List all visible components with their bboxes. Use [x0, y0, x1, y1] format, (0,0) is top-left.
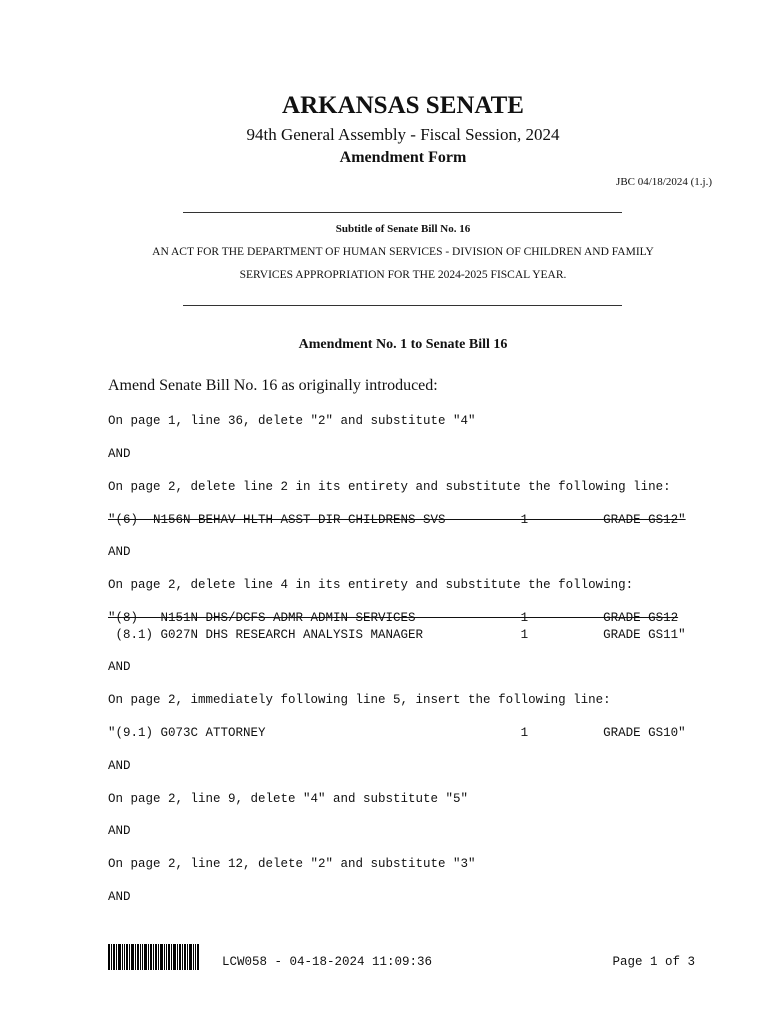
- and-separator: AND: [108, 890, 131, 904]
- bottom-rule: [183, 305, 622, 306]
- instruction-line: On page 2, delete line 4 in its entirety and substitute the following:: [108, 578, 634, 592]
- and-separator: AND: [108, 545, 131, 559]
- act-title-line-1: AN ACT FOR THE DEPARTMENT OF HUMAN SERVICES - DIVISION OF CHILDREN AND FAMILY: [152, 246, 654, 258]
- barcode-image: [108, 944, 199, 970]
- subtitle-label: Subtitle of Senate Bill No. 16: [335, 223, 471, 235]
- act-title-line-2: SERVICES APPROPRIATION FOR THE 2024-2025 FISCAL YEAR.: [239, 269, 567, 281]
- jbc-reference: JBC 04/18/2024 (1.j.): [616, 176, 712, 188]
- and-separator: AND: [108, 447, 131, 461]
- instruction-line: On page 1, line 36, delete "2" and substitute "4": [108, 414, 476, 428]
- footer-page-number: Page 1 of 3: [612, 955, 695, 969]
- and-separator: AND: [108, 660, 131, 674]
- instruction-line: On page 2, delete line 2 in its entirety and substitute the following line:: [108, 480, 671, 494]
- and-separator: AND: [108, 824, 131, 838]
- form-name: Amendment Form: [339, 149, 467, 166]
- and-separator: AND: [108, 759, 131, 773]
- struck-position-line: "(6) N156N BEHAV HLTH ASST DIR CHILDRENS SVS 1 GRADE GS12": [108, 513, 686, 527]
- struck-position-line: "(8) N151N DHS/DCFS ADMR ADMIN SERVICES 1 GRADE GS12: [108, 611, 679, 625]
- amendment-number: Amendment No. 1 to Senate Bill 16: [298, 337, 508, 352]
- instruction-line: On page 2, line 9, delete "4" and substitute "5": [108, 792, 469, 806]
- instruction-line: On page 2, immediately following line 5, insert the following line:: [108, 693, 611, 707]
- document-title: ARKANSAS SENATE: [282, 92, 524, 119]
- position-line: (8.1) G027N DHS RESEARCH ANALYSIS MANAGER 1 GRADE GS11": [108, 628, 686, 642]
- instruction-line: On page 2, line 12, delete "2" and substitute "3": [108, 857, 476, 871]
- amendment-intro: Amend Senate Bill No. 16 as originally introduced:: [108, 377, 438, 394]
- footer-document-code: LCW058 - 04-18-2024 11:09:36: [222, 955, 433, 969]
- session-line: 94th General Assembly - Fiscal Session, 2024: [246, 125, 560, 144]
- top-rule: [183, 212, 622, 213]
- position-line: "(9.1) G073C ATTORNEY 1 GRADE GS10": [108, 726, 686, 740]
